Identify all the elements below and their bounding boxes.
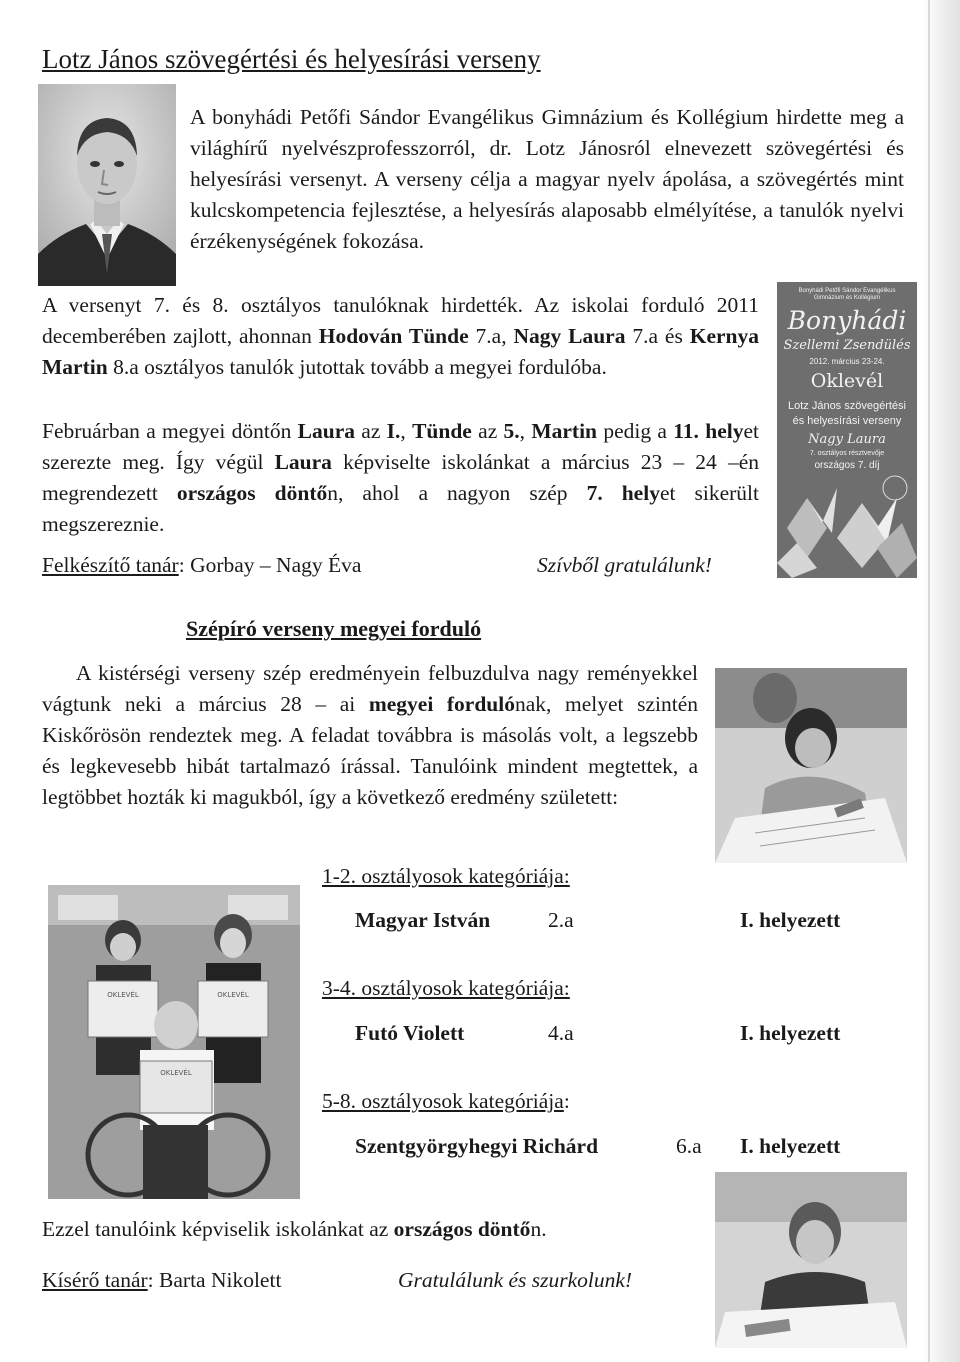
teacher-line xyxy=(42,553,361,578)
text-span: et sikerült megszereznie. xyxy=(42,481,759,536)
escort-line xyxy=(42,1268,281,1293)
result-name-1: Magyar István xyxy=(355,908,491,932)
congrats-text: Szívből gratulálunk! xyxy=(537,553,712,577)
certificate-header: Bonyhádi Petőfi Sándor Evangélikus Gimnázium és Kollégium xyxy=(798,288,896,301)
text-span: pedig a xyxy=(597,419,674,443)
text-span: n, ahol a nagyon szép xyxy=(327,481,587,505)
certificate-date: 2012. március 23-24. xyxy=(809,357,885,366)
certificate-line-2: és helyesírási verseny xyxy=(792,415,902,427)
bold-span: Martin xyxy=(531,419,598,443)
result-class-2: 4.a xyxy=(548,1021,574,1045)
certificate-photo xyxy=(777,282,917,578)
category-label-3: 5-8. osztályosok kategóriája xyxy=(322,1089,564,1113)
escort-label: Kísérő tanár xyxy=(42,1268,148,1292)
text-span: A kistérségi verseny szép eredményein felbuzdulva nagy reményekkel vágtunk neki a március 28 – ai xyxy=(42,661,698,716)
bold-span: Laura xyxy=(274,450,332,474)
result-class-1: 2.a xyxy=(548,908,574,932)
bold-span: 11. xyxy=(673,419,699,443)
teacher-name: : Gorbay – Nagy Éva xyxy=(178,553,362,577)
escort-name: : Barta Nikolett xyxy=(147,1268,282,1292)
text-span: A versenyt 7. és 8. osztályos tanulóknak hirdették. Az iskolai forduló 2011 decemberében zajlott, ahonnan xyxy=(42,293,759,348)
section-2-title: Szépíró verseny megyei forduló xyxy=(186,616,482,641)
text-span: az xyxy=(354,419,387,443)
photo-oklevel-center: OKLEVÉL xyxy=(160,1069,192,1077)
student-name: Hodován Tünde xyxy=(318,324,469,348)
category-label-3-wrap xyxy=(322,1089,570,1114)
result-place-3: I. helyezett xyxy=(740,1134,841,1158)
bold-span: I. xyxy=(386,419,401,443)
text-span: 8.a osztályos tanulók jutottak tovább a megyei fordulóba. xyxy=(107,355,607,379)
bold-span: Tünde xyxy=(412,419,472,443)
student-name: Nagy Laura xyxy=(513,324,626,348)
photo-oklevel-right: OKLEVÉL xyxy=(217,991,249,999)
text-span: n. xyxy=(530,1217,547,1241)
text-span xyxy=(603,481,622,505)
text-span: nak, melyet szintén Kiskőrösön rendeztek meg. A feladat továbbra is másolás volt, a legszebb és legkevesebb hibát tartalmazó írással. Tanulóink mindent megtettek, a legtöbbet hozták ki magukból, így a következő eredmény született: xyxy=(42,692,698,809)
intro-paragraph: A bonyhádi Petőfi Sándor Evangélikus Gimnázium és Kollégium hirdette meg a világhírű nyelvészprofesszorról, dr. Lotz Jánosról elnevezett szövegértési és helyesírási versenyt. A verseny célja a magyar nyelv ápolása, a szövegértés mint kulcskompetencia fejlesztése, a helyesírás alaposabb elmélyítése, a tanulók nyelvi érzékenységének fokozása. xyxy=(190,105,904,253)
certificate-place: országos 7. díj xyxy=(814,460,880,471)
text-span: 7.a, xyxy=(468,324,514,348)
girl-writing-photo xyxy=(715,668,907,863)
origami-flowers-illustration xyxy=(777,468,917,578)
three-children-photo xyxy=(48,885,300,1199)
certificate-brand: Bonyhádi xyxy=(787,306,907,335)
category-label-3-colon: : xyxy=(563,1089,570,1113)
boy-writing-photo xyxy=(715,1172,907,1348)
certificate-oklevel: Oklevél xyxy=(810,370,884,392)
text-span: Ezzel tanulóink képviselik iskolánkat az xyxy=(42,1217,394,1241)
certificate-line-1: Lotz János szövegértési xyxy=(787,400,906,412)
final-paragraph xyxy=(42,416,759,540)
result-class-3: 6.a xyxy=(676,1134,702,1158)
certificate-name: Nagy Laura xyxy=(808,432,886,447)
teacher-label: Felkészítő tanár xyxy=(42,553,179,577)
result-place-2: I. helyezett xyxy=(740,1021,841,1045)
bold-span: hely xyxy=(621,481,660,505)
bold-span: hely xyxy=(705,419,744,443)
bold-span: megyei forduló xyxy=(368,692,515,716)
text-span: az xyxy=(471,419,504,443)
text-span: , xyxy=(400,419,413,443)
section-1-title: Lotz János szövegértési és helyesírási verseny xyxy=(42,44,541,74)
text-span: Februárban a megyei döntőn xyxy=(42,419,298,443)
text-span: 7.a és xyxy=(625,324,690,348)
category-label-1: 1-2. osztályosok kategóriája: xyxy=(322,864,570,888)
certificate-category: 7. osztályos résztvevője xyxy=(809,450,885,457)
bold-span: Laura xyxy=(297,419,355,443)
bold-span: 7. xyxy=(586,481,603,505)
result-name-3: Szentgyörgyhegyi Richárd xyxy=(355,1134,599,1158)
text-span: képviselte iskolánkat a március 23 – 24 –én megrendezett xyxy=(42,450,759,505)
category-label-2: 3-4. osztályosok kategóriája: xyxy=(322,976,570,1000)
bold-span: 5. xyxy=(503,419,520,443)
page-edge-line xyxy=(928,0,930,1362)
text-span: , xyxy=(519,419,532,443)
certificate-sub: Szellemi Zsendülés xyxy=(783,338,911,353)
result-place-1: I. helyezett xyxy=(740,908,841,932)
section-2-paragraph xyxy=(42,658,698,813)
bold-span: országos döntő xyxy=(393,1217,531,1241)
closing-line xyxy=(42,1217,547,1242)
results-paragraph xyxy=(42,290,759,383)
cheer-text: Gratulálunk és szurkolunk! xyxy=(398,1268,633,1292)
bold-span: országos döntő xyxy=(176,481,328,505)
text-span: et szerezte meg. Így végül xyxy=(42,419,759,474)
result-name-2: Futó Violett xyxy=(355,1021,465,1045)
student-name: Kernya Martin xyxy=(42,324,760,379)
portrait-photo xyxy=(38,84,176,286)
photo-oklevel-left: OKLEVÉL xyxy=(107,991,139,999)
